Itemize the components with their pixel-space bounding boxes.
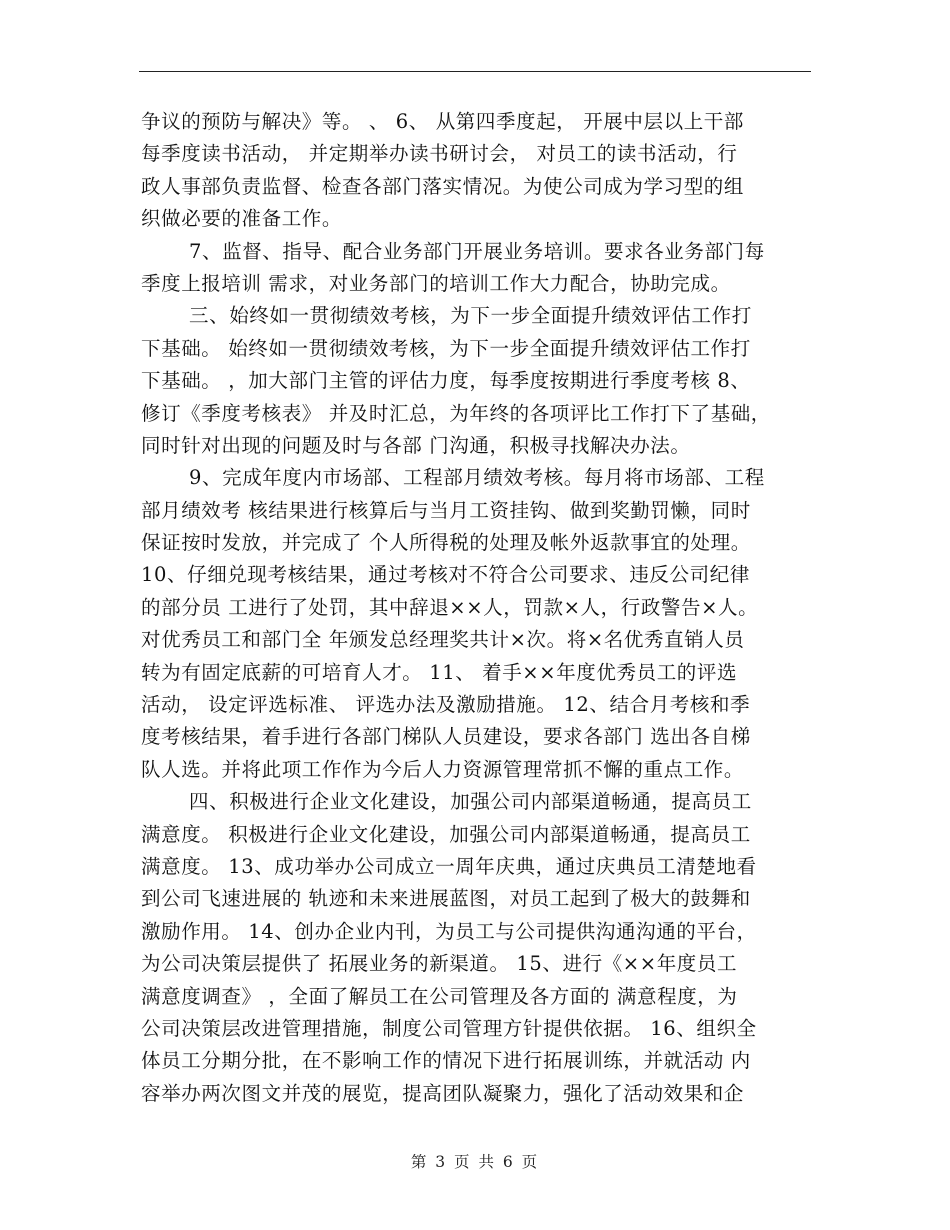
text-line: 每季度读书活动， 并定期举办读书研讨会， 对员工的读书活动，行 [141, 142, 738, 166]
paragraph-start-line: 9、完成年度内市场部、工程部月绩效考核。每月将市场部、工程 [189, 466, 765, 490]
text-line: 满意度调查》 ，全面了解员工在公司管理及各方面的 满意程度，为 [141, 984, 738, 1008]
page-number-footer: 第 3 页 共 6 页 [410, 1153, 540, 1171]
text-line: 对优秀员工和部门全 年颁发总经理奖共计×次。将×名优秀直销人员 [141, 628, 745, 652]
document-body [141, 106, 813, 1110]
text-line: 活动， 设定评选标准、 评选办法及激励措施。 12、结合月考核和季 [141, 693, 751, 717]
text-line: 到公司飞速进展的 轨迹和未来进展蓝图，对员工起到了极大的鼓舞和 [141, 887, 751, 911]
header-rule [139, 71, 811, 72]
text-line: 容举办两次图文并茂的展览，提高团队凝聚力，强化了活动效果和企 [141, 1081, 745, 1105]
paragraph-start-line: 7、监督、指导、配合业务部门开展业务培训。要求各业务部门每 [189, 239, 765, 263]
text-line: 激励作用。 14、创办企业内刊，为员工与公司提供沟通沟通的平台， [141, 919, 757, 943]
section-heading-line: 三、始终如一贯彻绩效考核，为下一步全面提升绩效评估工作打 [189, 304, 752, 328]
text-line: 同时针对出现的问题及时与各部 门沟通，积极寻找解决办法。 [141, 433, 691, 457]
text-line: 10、仔细兑现考核结果，通过考核对不符合公司要求、违反公司纪律 [141, 563, 750, 587]
text-line: 转为有固定底薪的可培育人才。 11、 着手××年度优秀员工的评选 [141, 660, 738, 684]
text-line: 下基础。 始终如一贯彻绩效考核，为下一步全面提升绩效评估工作打 [141, 336, 751, 360]
text-line: 织做必要的准备工作。 [141, 207, 343, 231]
text-line: 度考核结果，着手进行各部门梯队人员建设，要求各部门 选出各自梯 [141, 725, 751, 749]
text-line: 为公司决策层提供了 拓展业务的新渠道。 15、进行《××年度员工 [141, 952, 738, 976]
text-line: 队人选。并将此项工作作为今后人力资源管理常抓不懈的重点工作。 [141, 757, 745, 781]
text-line: 满意度。 积极进行企业文化建设，加强公司内部渠道畅通，提高员工 [141, 822, 751, 846]
text-line: 保证按时发放，并完成了 个人所得税的处理及帐外返款事宜的处理。 [141, 531, 751, 555]
text-line: 公司决策层改进管理措施，制度公司管理方针提供依据。 16、组织全 [141, 1016, 757, 1040]
section-heading-line: 四、积极进行企业文化建设，加强公司内部渠道畅通，提高员工 [189, 790, 752, 814]
text-line: 满意度。 13、成功举办公司成立一周年庆典，通过庆典员工清楚地看 [141, 854, 757, 878]
text-line: 的部分员 工进行了处罚，其中辞退××人，罚款×人，行政警告×人。 [141, 595, 759, 619]
text-line: 部月绩效考 核结果进行核算后与当月工资挂钩、做到奖勤罚懒，同时 [141, 498, 751, 522]
text-line: 争议的预防与解决》等。 、 6、 从第四季度起， 开展中层以上干部 [141, 110, 745, 133]
text-line: 体员工分期分批，在不影响工作的情况下进行拓展训练，并就活动 内 [141, 1049, 751, 1073]
text-line: 季度上报培训 需求，对业务部门的培训工作大力配合，协助完成。 [141, 271, 731, 295]
text-line: 政人事部负责监督、检查各部门落实情况。为使公司成为学习型的组 [141, 174, 745, 198]
text-line: 修订《季度考核表》 并及时汇总，为年终的各项评比工作打下了基础， [141, 401, 771, 425]
text-line: 下基础。 ，加大部门主管的评估力度，每季度按期进行季度考核 8、 [141, 369, 751, 393]
